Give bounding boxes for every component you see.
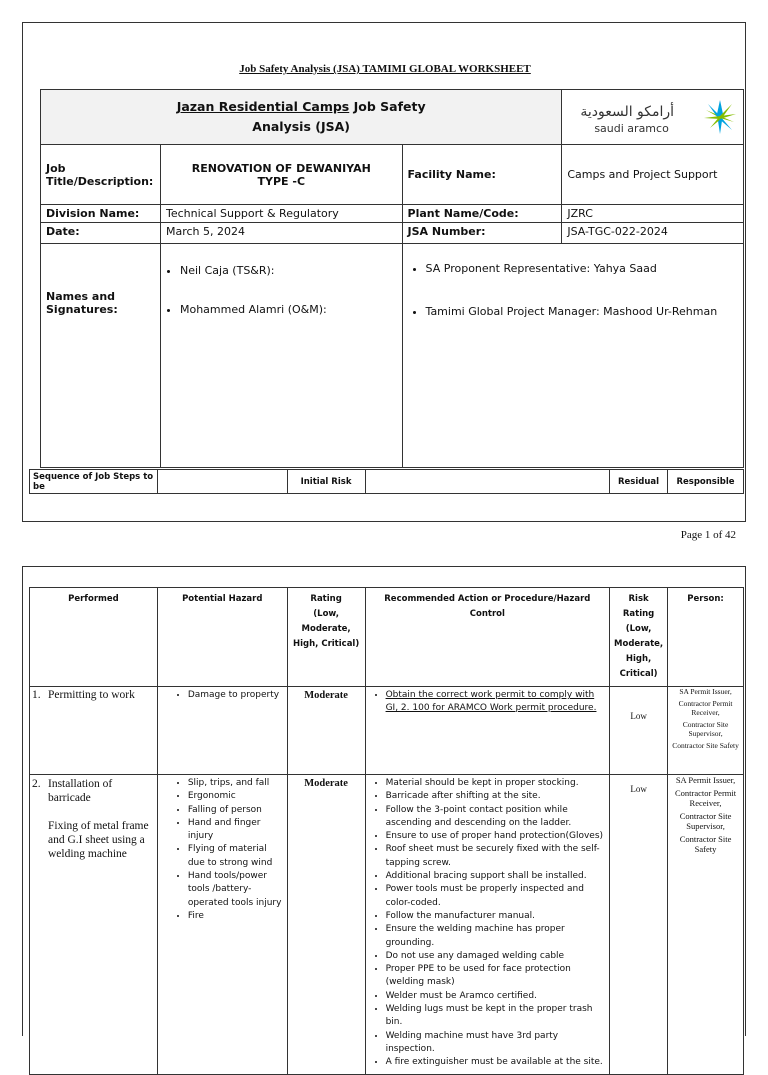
step-2-rating: Moderate <box>287 775 365 1075</box>
step-2-hazards <box>157 775 287 1075</box>
blank-cell-2 <box>365 470 610 494</box>
initial-risk-label: Initial Risk <box>287 470 365 494</box>
step-2-action-9: • Ensure the welding machine has proper grounding. <box>386 923 606 950</box>
jsa-title-line2: Analysis (JSA) <box>252 119 351 134</box>
col-rating <box>287 588 365 687</box>
step-1-persons <box>668 687 744 775</box>
step-1-hazards <box>157 687 287 775</box>
jsa-title-rest: Job Safety <box>349 99 426 114</box>
step-1-num: 1. <box>32 689 41 701</box>
col-risk-4: High, <box>625 654 652 664</box>
step-2-person-4: Contractor Site Safety <box>679 834 732 854</box>
step-1-actions <box>365 687 610 775</box>
step-2-action-7: • Power tools must be properly inspected and color-coded. <box>386 883 606 910</box>
col-risk-2: (Low, <box>625 624 652 634</box>
table-row <box>30 775 744 1075</box>
step-1-rating: Moderate <box>287 687 365 775</box>
step-2-person-1: SA Permit Issuer, <box>675 775 736 785</box>
col-risk-1: Risk Rating <box>622 594 655 619</box>
jsa-title-underlined: Jazan Residential Camps <box>176 99 350 114</box>
worksheet-title: Job Safety Analysis (JSA) TAMIMI GLOBAL WORKSHEET <box>239 63 531 75</box>
step-1-hazard: • Damage to property <box>188 689 283 702</box>
step-2-hazard-6: • Hand tools/power tools /battery-operated tools injury <box>188 870 283 910</box>
names-right-cell <box>402 244 743 468</box>
col-hazard: Potential Hazard <box>157 588 287 687</box>
job-title-value <box>160 145 402 205</box>
page-number: Page 1 of 42 <box>680 529 736 541</box>
step-2-actions <box>365 775 610 1075</box>
step-2-performed <box>30 775 158 1075</box>
document-page-1 <box>22 22 746 522</box>
date-value: March 5, 2024 <box>160 223 402 244</box>
division-label: Division Name: <box>41 205 161 223</box>
signatory-left-1: • Neil Caja (TS&R): <box>180 264 397 277</box>
step-1-risk: Low <box>610 687 668 775</box>
step-2-action-10: • Do not use any damaged welding cable <box>386 950 606 963</box>
residual-label: Residual <box>610 470 668 494</box>
signatory-left-2: • Mohammed Alamri (O&M): <box>180 303 397 316</box>
col-rating-1: Rating <box>310 594 342 604</box>
signatory-right-1: • SA Proponent Representative: Yahya Saad <box>426 262 738 275</box>
step-2-action-5: • Roof sheet must be securely fixed with the self-tapping screw. <box>386 843 606 870</box>
logo-latin-text: saudi aramco <box>594 122 669 135</box>
step-2-person-3: Contractor Site Supervisor, <box>679 811 732 831</box>
facility-value: Camps and Project Support <box>562 145 744 205</box>
jsa-title-cell <box>41 90 562 145</box>
step-2-hazard-2: • Ergonomic <box>188 790 283 803</box>
col-risk-5: Critical) <box>619 669 658 679</box>
col-action: Recommended Action or Procedure/Hazard Control <box>365 588 610 687</box>
step-1-person-1: SA Permit Issuer, <box>679 687 732 696</box>
step-2-hazard-7: • Fire <box>188 910 283 923</box>
step-1-person-2: Contractor Permit Receiver, <box>678 699 733 717</box>
step-2-action-13: • Welding lugs must be kept in the proper trash bin. <box>386 1003 606 1030</box>
step-1-performed <box>30 687 158 775</box>
col-rating-3: Moderate, <box>301 624 351 634</box>
jsa-steps-table <box>29 587 744 1075</box>
step-1-person-4: Contractor Site Safety <box>672 741 739 750</box>
job-title-value-line1: RENOVATION OF DEWANIYAH <box>191 161 371 175</box>
step-2-hazard-4: • Hand and finger injury <box>188 817 283 844</box>
plant-value: JZRC <box>562 205 744 223</box>
step-1-action: • Obtain the correct work permit to comply with GI, 2. 100 for ARAMCO Work permit procedure. <box>386 689 606 716</box>
seq-steps-label: Sequence of Job Steps to be <box>30 470 158 494</box>
col-person: Person: <box>668 588 744 687</box>
step-2-persons <box>668 775 744 1075</box>
step-1-person-3: Contractor Site Supervisor, <box>682 720 729 738</box>
facility-label: Facility Name: <box>402 145 562 205</box>
jsa-number-value: JSA-TGC-022-2024 <box>562 223 744 244</box>
names-left-cell <box>160 244 402 468</box>
jsa-number-label: JSA Number: <box>402 223 562 244</box>
step-2-action-15: • A fire extinguisher must be available at the site. <box>386 1056 606 1069</box>
logo-arabic-text: أرامكو السعودية <box>580 104 675 120</box>
col-rating-4: High, Critical) <box>292 639 360 649</box>
step-2-performed-text: Installation of barricade <box>48 778 113 804</box>
saudi-aramco-logo <box>572 96 742 140</box>
names-label: Names and Signatures: <box>41 244 161 468</box>
step-1-performed-text: Permitting to work <box>48 689 135 701</box>
step-2-person-2: Contractor Permit Receiver, <box>674 788 737 808</box>
blank-cell-1 <box>157 470 287 494</box>
step-2-action-14: • Welding machine must have 3rd party inspection. <box>386 1030 606 1057</box>
jsa-header-table <box>40 89 744 468</box>
step-2-risk: Low <box>610 775 668 1075</box>
step-2-action-8: • Follow the manufacturer manual. <box>386 910 606 923</box>
division-value: Technical Support & Regulatory <box>160 205 402 223</box>
step-2-hazard-3: • Falling of person <box>188 804 283 817</box>
step-2-action-3: • Follow the 3-point contact position while ascending and descending on the ladder. <box>386 804 606 831</box>
aramco-star-icon <box>702 96 738 138</box>
step-2-hazard-5: • Flying of material due to strong wind <box>188 843 283 870</box>
step-2-hazard-1: • Slip, trips, and fall <box>188 777 283 790</box>
document-page-2 <box>22 566 746 1068</box>
step-2-action-11: • Proper PPE to be used for face protection (welding mask) <box>386 963 606 990</box>
step-2-num: 2. <box>32 778 41 790</box>
sequence-header-row <box>29 469 744 494</box>
col-risk-3: Moderate, <box>614 639 664 649</box>
responsible-label: Responsible <box>668 470 744 494</box>
step-2-performed-extra: Fixing of metal frame and G.I sheet using a welding machine <box>48 820 149 860</box>
step-2-action-1: • Material should be kept in proper stocking. <box>386 777 606 790</box>
step-2-action-12: • Welder must be Aramco certified. <box>386 990 606 1003</box>
logo-cell <box>562 90 744 145</box>
col-risk <box>610 588 668 687</box>
table-row <box>30 687 744 775</box>
step-2-action-2: • Barricade after shifting at the site. <box>386 790 606 803</box>
job-title-label: Job Title/Description: <box>41 145 161 205</box>
job-title-value-line2: TYPE -C <box>257 174 306 188</box>
signatory-right-2: • Tamimi Global Project Manager: Mashood Ur-Rehman <box>426 305 738 318</box>
step-2-action-6: • Additional bracing support shall be installed. <box>386 870 606 883</box>
date-label: Date: <box>41 223 161 244</box>
col-rating-2: (Low, <box>313 609 339 619</box>
plant-label: Plant Name/Code: <box>402 205 562 223</box>
step-2-action-4: • Ensure to use of proper hand protection(Gloves) <box>386 830 606 843</box>
col-performed: Performed <box>30 588 158 687</box>
